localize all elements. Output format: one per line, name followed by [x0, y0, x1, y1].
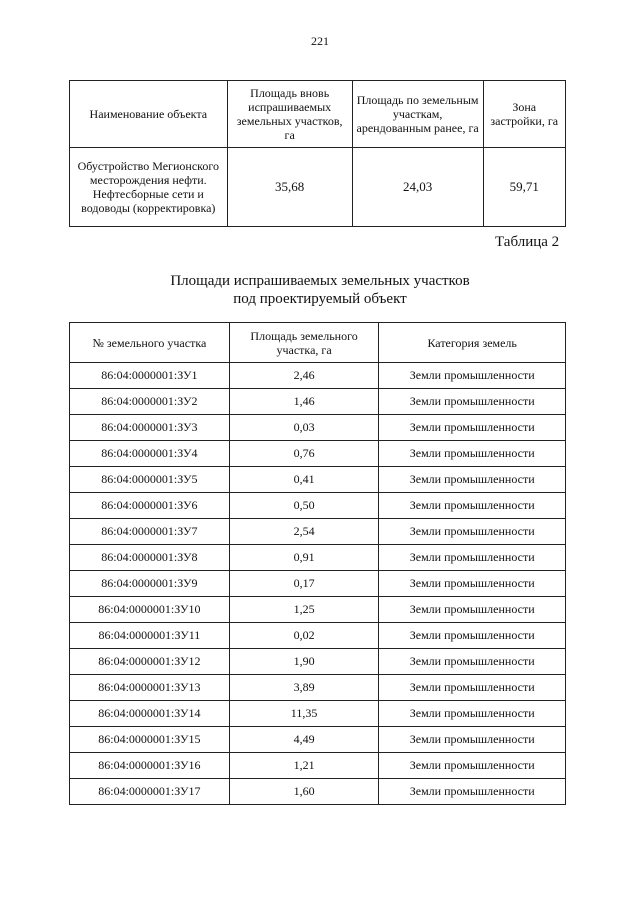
land-category-cell: Земли промышленности	[379, 701, 566, 727]
land-category-cell: Земли промышленности	[379, 779, 566, 805]
table-row	[70, 519, 566, 545]
build-zone-cell: 59,71	[483, 148, 566, 227]
plot-area-cell: 3,89	[229, 675, 379, 701]
land-category-cell: Земли промышленности	[379, 623, 566, 649]
plot-area-cell: 0,02	[229, 623, 379, 649]
land-plots-table	[69, 322, 566, 805]
land-category-cell: Земли промышленности	[379, 649, 566, 675]
table-header-row	[70, 81, 566, 148]
plot-area-cell: 0,91	[229, 545, 379, 571]
plot-number-cell: 86:04:0000001:ЗУ10	[70, 597, 230, 623]
plot-area-cell: 1,46	[229, 389, 379, 415]
object-name-cell: Обустройство Мегионского месторождения нефти. Нефтесборные сети и водоводы (корректировка)	[70, 148, 228, 227]
column-header: Зона застройки, га	[483, 81, 566, 148]
land-category-cell: Земли промышленности	[379, 363, 566, 389]
plot-number-cell: 86:04:0000001:ЗУ4	[70, 441, 230, 467]
plot-number-cell: 86:04:0000001:ЗУ14	[70, 701, 230, 727]
plot-number-cell: 86:04:0000001:ЗУ13	[70, 675, 230, 701]
column-header: № земельного участка	[70, 323, 230, 363]
plot-number-cell: 86:04:0000001:ЗУ12	[70, 649, 230, 675]
land-category-cell: Земли промышленности	[379, 753, 566, 779]
plot-number-cell: 86:04:0000001:ЗУ3	[70, 415, 230, 441]
table-title	[0, 272, 640, 308]
plot-area-cell: 0,76	[229, 441, 379, 467]
plot-number-cell: 86:04:0000001:ЗУ8	[70, 545, 230, 571]
land-category-cell: Земли промышленности	[379, 597, 566, 623]
plot-area-cell: 1,60	[229, 779, 379, 805]
table-title-line: под проектируемый объект	[233, 291, 407, 307]
table-header-row	[70, 323, 566, 363]
table-row	[70, 467, 566, 493]
plot-area-cell: 0,03	[229, 415, 379, 441]
plot-area-cell: 0,41	[229, 467, 379, 493]
table-row	[70, 597, 566, 623]
table-row	[70, 571, 566, 597]
table-row	[70, 415, 566, 441]
table-row	[70, 623, 566, 649]
plot-area-cell: 2,46	[229, 363, 379, 389]
plot-number-cell: 86:04:0000001:ЗУ7	[70, 519, 230, 545]
table-row	[70, 389, 566, 415]
land-category-cell: Земли промышленности	[379, 675, 566, 701]
object-area-table	[69, 80, 566, 227]
plot-number-cell: 86:04:0000001:ЗУ9	[70, 571, 230, 597]
column-header: Категория земель	[379, 323, 566, 363]
plot-number-cell: 86:04:0000001:ЗУ6	[70, 493, 230, 519]
plot-area-cell: 2,54	[229, 519, 379, 545]
table-row	[70, 441, 566, 467]
leased-area-cell: 24,03	[352, 148, 483, 227]
plot-area-cell: 1,90	[229, 649, 379, 675]
plot-number-cell: 86:04:0000001:ЗУ1	[70, 363, 230, 389]
plot-area-cell: 1,25	[229, 597, 379, 623]
table-row	[70, 701, 566, 727]
plot-number-cell: 86:04:0000001:ЗУ5	[70, 467, 230, 493]
table-row	[70, 779, 566, 805]
land-category-cell: Земли промышленности	[379, 467, 566, 493]
plot-number-cell: 86:04:0000001:ЗУ16	[70, 753, 230, 779]
plot-area-cell: 0,50	[229, 493, 379, 519]
land-category-cell: Земли промышленности	[379, 415, 566, 441]
page-number: 221	[311, 34, 329, 48]
land-category-cell: Земли промышленности	[379, 493, 566, 519]
table-row	[70, 727, 566, 753]
plot-number-cell: 86:04:0000001:ЗУ11	[70, 623, 230, 649]
plot-number-cell: 86:04:0000001:ЗУ15	[70, 727, 230, 753]
plot-number-cell: 86:04:0000001:ЗУ17	[70, 779, 230, 805]
table-caption: Таблица 2	[495, 234, 560, 250]
land-category-cell: Земли промышленности	[379, 519, 566, 545]
plot-area-cell: 0,17	[229, 571, 379, 597]
table-row	[70, 675, 566, 701]
table-row	[70, 753, 566, 779]
land-category-cell: Земли промышленности	[379, 545, 566, 571]
table-row	[70, 148, 566, 227]
column-header: Площадь земельного участка, га	[229, 323, 379, 363]
column-header: Площадь вновь испрашиваемых земельных участков, га	[227, 81, 352, 148]
column-header: Наименование объекта	[70, 81, 228, 148]
table-row	[70, 363, 566, 389]
land-category-cell: Земли промышленности	[379, 441, 566, 467]
plot-area-cell: 1,21	[229, 753, 379, 779]
land-category-cell: Земли промышленности	[379, 389, 566, 415]
new-area-cell: 35,68	[227, 148, 352, 227]
column-header: Площадь по земельным участкам, арендованным ранее, га	[352, 81, 483, 148]
plot-number-cell: 86:04:0000001:ЗУ2	[70, 389, 230, 415]
table-row	[70, 649, 566, 675]
land-category-cell: Земли промышленности	[379, 571, 566, 597]
land-category-cell: Земли промышленности	[379, 727, 566, 753]
plot-area-cell: 11,35	[229, 701, 379, 727]
table-title-line: Площади испрашиваемых земельных участков	[170, 273, 470, 289]
table-row	[70, 545, 566, 571]
plot-area-cell: 4,49	[229, 727, 379, 753]
table-row	[70, 493, 566, 519]
